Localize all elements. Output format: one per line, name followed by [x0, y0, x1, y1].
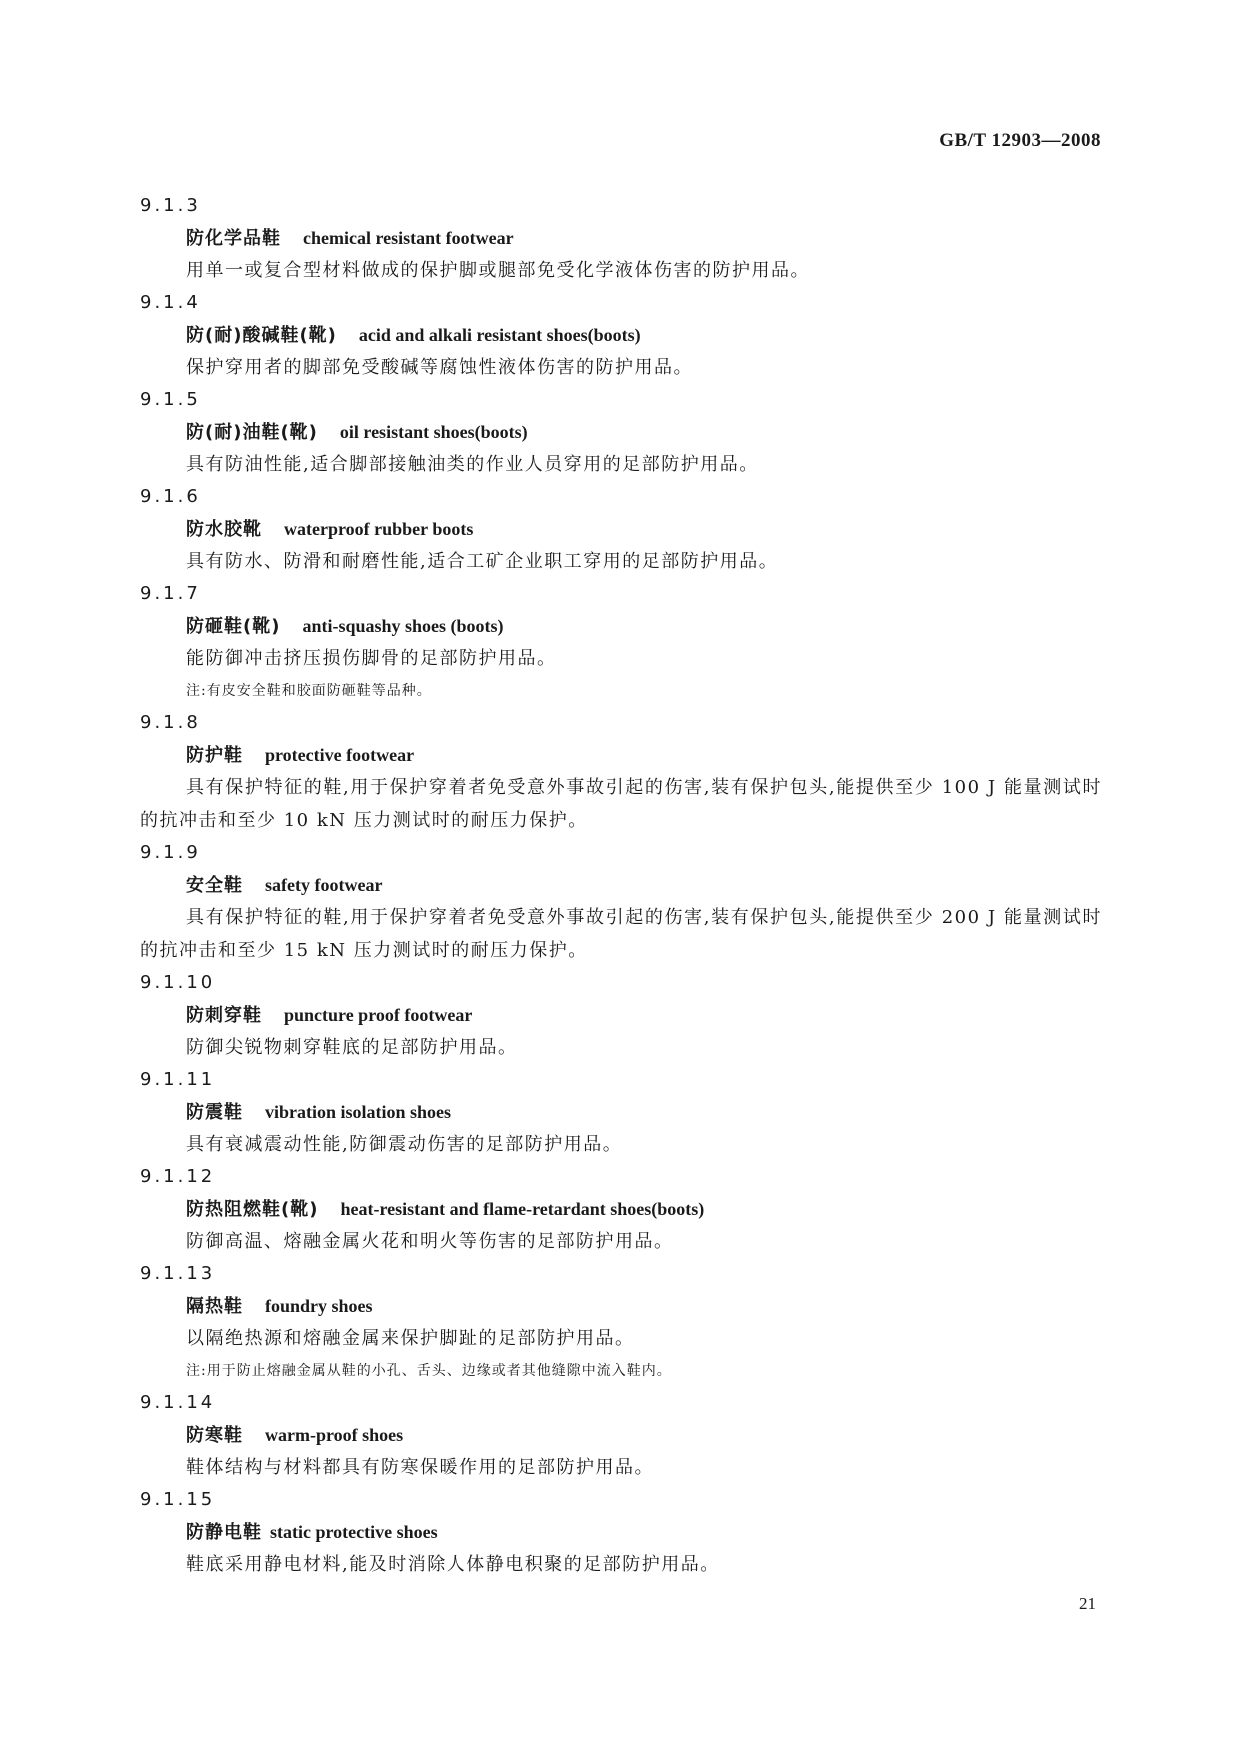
term-chinese: 防(耐)油鞋(靴): [186, 422, 318, 443]
term-heading: [140, 222, 1102, 254]
term-entry-9-1-11: [140, 1064, 1102, 1161]
term-english: protective footwear: [265, 745, 415, 765]
term-definition: 能防御冲击挤压损伤脚骨的足部防护用品。: [186, 648, 557, 669]
term-heading: [140, 869, 1102, 901]
term-chinese: 隔热鞋: [186, 1296, 243, 1317]
term-heading: [140, 513, 1102, 545]
clause-number: 9.1.6: [140, 486, 201, 507]
clause-number: 9.1.14: [140, 1392, 216, 1413]
term-english: acid and alkali resistant shoes(boots): [358, 325, 641, 345]
clause-number: 9.1.10: [140, 972, 216, 993]
term-definition: 防御高温、熔融金属火花和明火等伤害的足部防护用品。: [186, 1231, 674, 1252]
term-note: 注:用于防止熔融金属从鞋的小孔、舌头、边缘或者其他缝隙中流入鞋内。: [186, 1363, 672, 1379]
term-definition: 保护穿用者的脚部免受酸碱等腐蚀性液体伤害的防护用品。: [186, 357, 693, 378]
term-entry-9-1-6: [140, 481, 1102, 578]
term-chinese: 防震鞋: [186, 1102, 243, 1123]
clause-number: 9.1.3: [140, 195, 201, 216]
term-note: 注:有皮安全鞋和胶面防砸鞋等品种。: [186, 683, 432, 699]
term-english: anti-squashy shoes (boots): [302, 616, 504, 636]
term-chinese: 防护鞋: [186, 745, 243, 766]
term-chinese: 防水胶靴: [186, 519, 262, 540]
term-heading: [140, 739, 1102, 771]
term-english: heat-resistant and flame-retardant shoes(boots): [340, 1199, 705, 1219]
term-english: foundry shoes: [265, 1296, 373, 1316]
term-definition: 具有防水、防滑和耐磨性能,适合工矿企业职工穿用的足部防护用品。: [186, 551, 779, 572]
term-english: oil resistant shoes(boots): [339, 422, 528, 442]
term-heading: [140, 1290, 1102, 1322]
clause-number: 9.1.8: [140, 712, 201, 733]
term-definition: 防御尖锐物刺穿鞋底的足部防护用品。: [186, 1037, 518, 1058]
term-chinese: 防刺穿鞋: [186, 1005, 262, 1026]
term-heading: [140, 416, 1102, 448]
term-chinese: 防热阻燃鞋(靴): [186, 1199, 319, 1220]
term-definition: 鞋体结构与材料都具有防寒保暖作用的足部防护用品。: [186, 1457, 654, 1478]
term-heading: [140, 319, 1102, 351]
term-chinese: 防化学品鞋: [186, 228, 281, 249]
clause-number: 9.1.11: [140, 1069, 216, 1090]
term-entry-9-1-5: [140, 384, 1102, 481]
clause-number: 9.1.9: [140, 842, 201, 863]
term-chinese: 安全鞋: [186, 875, 243, 896]
term-chinese: 防砸鞋(靴): [186, 616, 281, 637]
clause-number: 9.1.5: [140, 389, 201, 410]
term-english: chemical resistant footwear: [303, 228, 514, 248]
term-heading: [140, 1516, 1102, 1548]
term-english: vibration isolation shoes: [265, 1102, 452, 1122]
term-english: puncture proof footwear: [284, 1005, 473, 1025]
term-definition: 具有保护特征的鞋,用于保护穿着者免受意外事故引起的伤害,装有保护包头,能提供至少 100 J 能量测试时的抗冲击和至少 10 kN 压力测试时的耐压力保护。: [140, 777, 1102, 831]
term-heading: [140, 1419, 1102, 1451]
term-definition: 用单一或复合型材料做成的保护脚或腿部免受化学液体伤害的防护用品。: [186, 260, 810, 281]
clause-number: 9.1.7: [140, 583, 201, 604]
term-chinese: 防静电鞋: [186, 1522, 262, 1543]
term-chinese: 防(耐)酸碱鞋(靴): [186, 325, 337, 346]
clause-number: 9.1.4: [140, 292, 201, 313]
term-entry-9-1-8: [140, 707, 1102, 837]
term-entry-9-1-10: [140, 967, 1102, 1064]
term-entry-9-1-9: [140, 837, 1102, 967]
term-heading: [140, 1096, 1102, 1128]
term-english: warm-proof shoes: [265, 1425, 404, 1445]
term-chinese: 防寒鞋: [186, 1425, 243, 1446]
clause-number: 9.1.15: [140, 1489, 216, 1510]
term-entry-9-1-4: [140, 287, 1102, 384]
clause-number: 9.1.13: [140, 1263, 216, 1284]
terms-list: [140, 190, 1102, 1581]
term-entry-9-1-15: [140, 1484, 1102, 1581]
term-entry-9-1-12: [140, 1161, 1102, 1258]
term-definition: 以隔绝热源和熔融金属来保护脚趾的足部防护用品。: [186, 1328, 635, 1349]
term-definition: 鞋底采用静电材料,能及时消除人体静电积聚的足部防护用品。: [186, 1554, 720, 1575]
term-english: safety footwear: [265, 875, 383, 895]
term-entry-9-1-7: [140, 578, 1102, 707]
term-entry-9-1-3: [140, 190, 1102, 287]
term-heading: [140, 610, 1102, 642]
term-entry-9-1-14: [140, 1387, 1102, 1484]
page-number: 21: [1079, 1594, 1096, 1613]
term-definition: 具有保护特征的鞋,用于保护穿着者免受意外事故引起的伤害,装有保护包头,能提供至少 200 J 能量测试时的抗冲击和至少 15 kN 压力测试时的耐压力保护。: [140, 907, 1102, 961]
term-entry-9-1-13: [140, 1258, 1102, 1387]
term-heading: [140, 999, 1102, 1031]
term-english: waterproof rubber boots: [284, 519, 474, 539]
term-english: static protective shoes: [270, 1522, 438, 1542]
standard-code-header: GB/T 12903—2008: [939, 130, 1101, 151]
term-heading: [140, 1193, 1102, 1225]
clause-number: 9.1.12: [140, 1166, 216, 1187]
term-definition: 具有防油性能,适合脚部接触油类的作业人员穿用的足部防护用品。: [186, 454, 759, 475]
term-definition: 具有衰减震动性能,防御震动伤害的足部防护用品。: [186, 1134, 623, 1155]
